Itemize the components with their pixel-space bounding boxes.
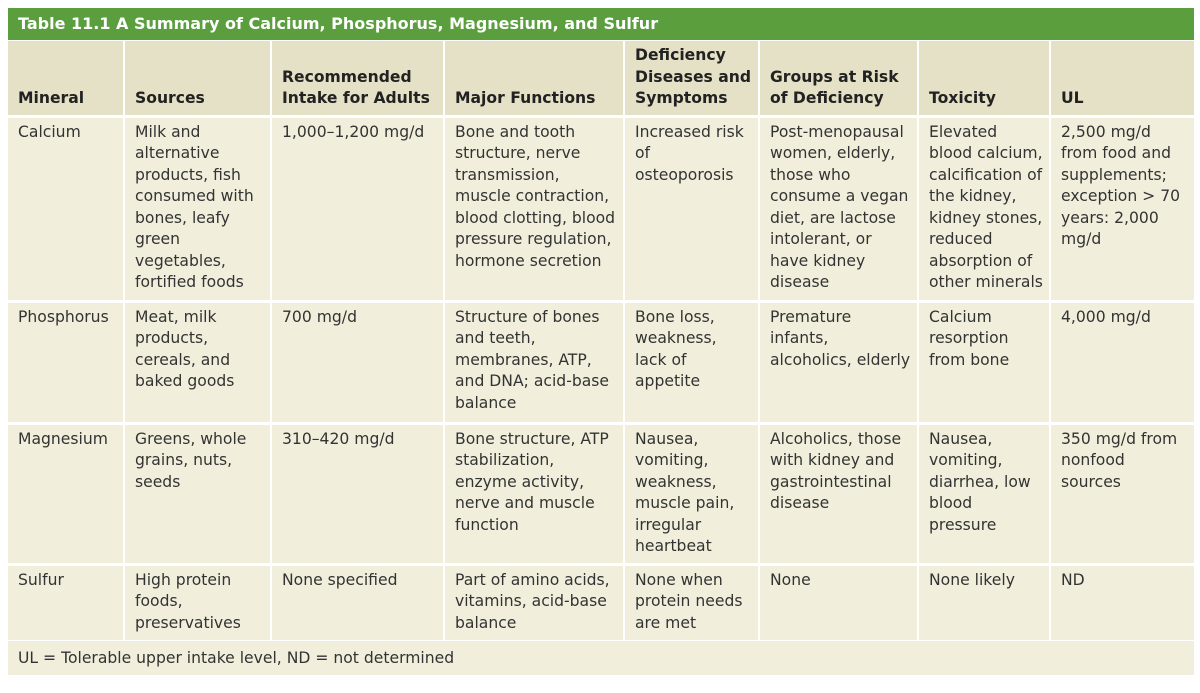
cell-ul: 4,000 mg/d	[1050, 301, 1194, 423]
cell-toxicity: Calcium resorption from bone	[918, 301, 1050, 423]
cell-ul: ND	[1050, 564, 1194, 641]
cell-intake: 310–420 mg/d	[271, 423, 444, 564]
cell-deficiency: Nausea, vomiting, weakness, muscle pain, irregular heartbeat	[624, 423, 759, 564]
table-row	[8, 301, 1194, 423]
cell-deficiency: Increased risk of osteoporosis	[624, 116, 759, 301]
header-risk: Groups at Risk of Deficiency	[759, 41, 918, 116]
header-functions: Major Functions	[444, 41, 624, 116]
cell-toxicity: None likely	[918, 564, 1050, 641]
cell-mineral: Magnesium	[8, 423, 124, 564]
cell-ul: 350 mg/d from nonfood sources	[1050, 423, 1194, 564]
table-title: Table 11.1 A Summary of Calcium, Phosphorus, Magnesium, and Sulfur	[8, 8, 1194, 40]
header-sources: Sources	[124, 41, 271, 116]
cell-intake: None specified	[271, 564, 444, 641]
cell-functions: Bone and tooth structure, nerve transmission, muscle contraction, blood clotting, blood pressure regulation, hormone secretion	[444, 116, 624, 301]
header-intake: Recommended Intake for Adults	[271, 41, 444, 116]
table-row	[8, 423, 1194, 564]
cell-deficiency: None when protein needs are met	[624, 564, 759, 641]
cell-mineral: Phosphorus	[8, 301, 124, 423]
cell-mineral: Sulfur	[8, 564, 124, 641]
header-mineral: Mineral	[8, 41, 124, 116]
summary-table-container	[8, 8, 1194, 675]
cell-intake: 1,000–1,200 mg/d	[271, 116, 444, 301]
cell-toxicity: Elevated blood calcium, calcification of the kidney, kidney stones, reduced absorption of other minerals	[918, 116, 1050, 301]
cell-toxicity: Nausea, vomiting, diarrhea, low blood pressure	[918, 423, 1050, 564]
cell-deficiency: Bone loss, weakness, lack of appetite	[624, 301, 759, 423]
cell-risk: Alcoholics, those with kidney and gastrointestinal disease	[759, 423, 918, 564]
cell-sources: Meat, milk products, cereals, and baked goods	[124, 301, 271, 423]
cell-risk: Post-menopausal women, elderly, those who consume a vegan diet, are lactose intolerant, or have kidney disease	[759, 116, 918, 301]
cell-sources: Greens, whole grains, nuts, seeds	[124, 423, 271, 564]
cell-mineral: Calcium	[8, 116, 124, 301]
cell-functions: Part of amino acids, vitamins, acid-base balance	[444, 564, 624, 641]
table-row	[8, 564, 1194, 641]
header-ul: UL	[1050, 41, 1194, 116]
table-footnote: UL = Tolerable upper intake level, ND = not determined	[8, 641, 1194, 675]
table-row	[8, 116, 1194, 301]
cell-functions: Structure of bones and teeth, membranes, ATP, and DNA; acid-base balance	[444, 301, 624, 423]
cell-functions: Bone structure, ATP stabilization, enzyme activity, nerve and muscle function	[444, 423, 624, 564]
cell-sources: Milk and alternative products, fish consumed with bones, leafy green vegetables, fortified foods	[124, 116, 271, 301]
header-row	[8, 41, 1194, 116]
minerals-table	[8, 41, 1194, 643]
header-deficiency: Deficiency Diseases and Symptoms	[624, 41, 759, 116]
cell-ul: 2,500 mg/d from food and supplements; exception > 70 years: 2,000 mg/d	[1050, 116, 1194, 301]
cell-intake: 700 mg/d	[271, 301, 444, 423]
cell-risk: Premature infants, alcoholics, elderly	[759, 301, 918, 423]
cell-risk: None	[759, 564, 918, 641]
header-toxicity: Toxicity	[918, 41, 1050, 116]
cell-sources: High protein foods, preservatives	[124, 564, 271, 641]
